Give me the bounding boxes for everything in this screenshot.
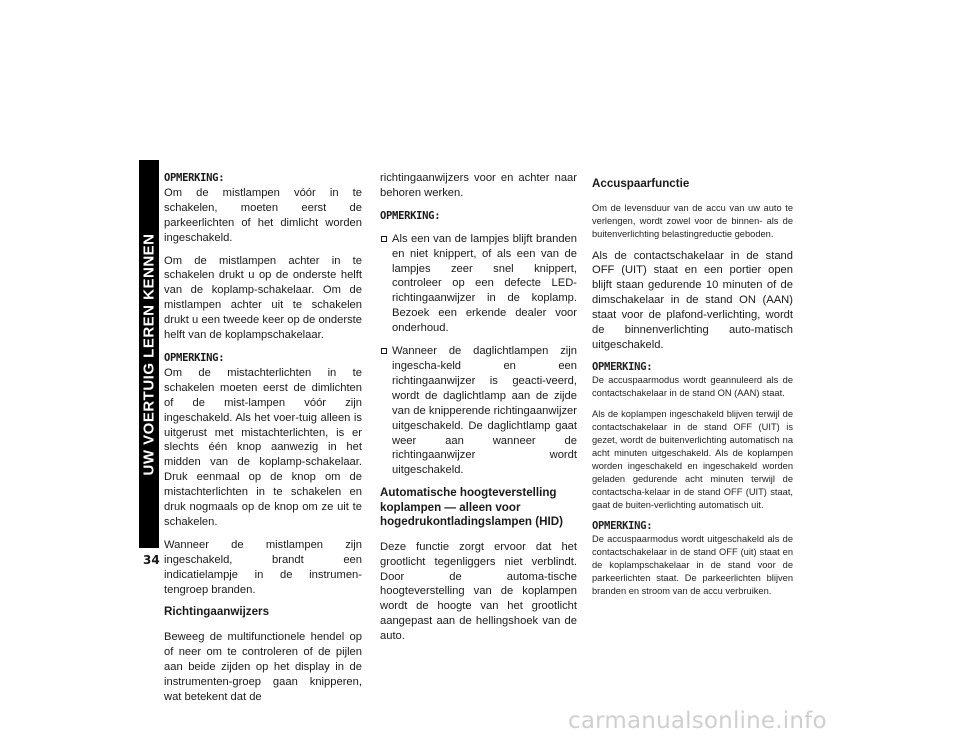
note-label: OPMERKING:: [164, 351, 225, 364]
note-block: [380, 209, 577, 224]
note-text: De accuspaarmodus wordt geannuleerd als de contactschakelaar in de stand ON (AAN) staat.: [592, 374, 793, 398]
section-heading: Richtingaanwijzers: [164, 605, 270, 619]
column-1: [164, 171, 362, 713]
paragraph: Als de contactschakelaar in de stand OFF (UIT) staat en een portier open blijft staan gedurende 10 minuten of de dimschakelaar in de stand ON (AAN) staat voor de plafond-verlichting, wordt de binnenverlichting auto-matisch uitgeschakeld.: [592, 249, 793, 351]
paragraph: Om de mistlampen achter in te schakelen drukt u op de onderste helft van de koplamp-schakelaar. Om de mistlampen achter uit te schakelen drukt u een tweede keer op de onderste helft van de koplampschakelaar.: [164, 254, 362, 342]
paragraph: Deze functie zorgt ervoor dat het grootlicht tegenliggers niet verblindt. Door de automa-tische hoogteverstelling van de koplampen wordt de hoogte van het grootlicht aangepast aan de hellingshoek van de auto.: [380, 540, 577, 643]
note-text: Om de mistachterlichten in te schakelen moeten eerst de dimlichten of de mist-lampen vóór zijn ingeschakeld. Als het voer-tuig alleen is uitgerust met mistachterlichten, is er slechts één knop aanwezig in het midden van de koplamp-schakelaar. Druk eenmaal op de knop om de mistachterlichten in te schakelen en druk nogmaals op de knop om ze uit te schakelen.: [164, 366, 362, 528]
section-heading: Accuspaarfunctie: [592, 177, 690, 190]
note-label: OPMERKING:: [592, 519, 653, 532]
note-text: De accuspaarmodus wordt uitgeschakeld als de contactschakelaar in de stand OFF (uit) staat en de koplampschakelaar in de stand voor de parkeerlichten staat. De parkeerlichten blijven branden en stroom van de accu verbruiken.: [592, 533, 793, 596]
column-2: [380, 171, 577, 652]
note-block-1: [164, 171, 362, 246]
intro-paragraph: Om de levensduur van de accu van uw auto te verlengen, wordt zowel voor de binnen- als de buitenverlichting belastingreductie geboden.: [592, 202, 793, 239]
list-item: [380, 232, 577, 336]
page-number: 34: [143, 553, 160, 567]
paragraph: Beweeg de multifunctionele hendel op of neer om te controleren of de pijlen aan beide zijden op het display in de instrumenten-groep gaan knipperen, wat betekent dat de: [164, 630, 362, 703]
note-block-1: [592, 361, 793, 400]
watermark: carmanualsonline.info: [568, 708, 827, 734]
square-bullet-icon: [381, 236, 387, 242]
list-item-text: Als een van de lampjes blijft branden en niet knippert, of als een van de lampjes zeer snel knippert, controleer op een defecte LED-richtingaanwijzer in de koplamp. Bezoek een erkende dealer voor onderhoud.: [392, 232, 577, 335]
note-label: OPMERKING:: [164, 172, 225, 184]
list-item: [380, 344, 577, 478]
bullet-list: [380, 232, 577, 479]
column-3: [592, 171, 793, 606]
note-block-2: [164, 351, 362, 530]
note-label: OPMERKING:: [592, 360, 653, 373]
list-item-text: Wanneer de daglichtlampen zijn ingescha-keld en een richtingaanwijzer is geacti-veerd, wordt de daglichtlamp aan de zijde van de knipperende richtingaanwijzer uitgeschakeld. De daglichtlamp gaat weer aan wanneer de richtingaanwijzer wordt uitgeschakeld.: [392, 345, 577, 477]
paragraph: Als de koplampen ingeschakeld blijven terwijl de contactschakelaar in de stand OFF (UIT) is gezet, wordt de buitenverlichting automatisch na acht minuten uitgeschakeld. Als de koplampen worden ingeschakeld en ingeschakeld worden geladen gedurende acht minuten terwijl de contactscha-kelaar in de stand OFF (UIT) staat, gaat de buiten-verlichting automatisch uit.: [592, 408, 793, 510]
section-heading: Automatische hoogteverstelling koplampen — alleen voor hogedrukontladingslampen (HID): [380, 486, 563, 529]
paragraph: richtingaanwijzers voor en achter naar behoren werken.: [380, 172, 577, 199]
note-label: OPMERKING:: [380, 209, 441, 222]
chapter-tab: [139, 160, 159, 548]
note-block-2: [592, 520, 793, 598]
chapter-title: UW VOERTUIG LEREN KENNEN: [140, 232, 158, 476]
square-bullet-icon: [381, 348, 387, 354]
note-text: Om de mistlampen vóór in te schakelen, moeten eerst de parkeerlichten of het dimlicht worden ingeschakeld.: [164, 186, 362, 244]
paragraph: Wanneer de mistlampen zijn ingeschakeld, brandt een indicatielampje in de instrumen-tengroep branden.: [164, 538, 362, 596]
